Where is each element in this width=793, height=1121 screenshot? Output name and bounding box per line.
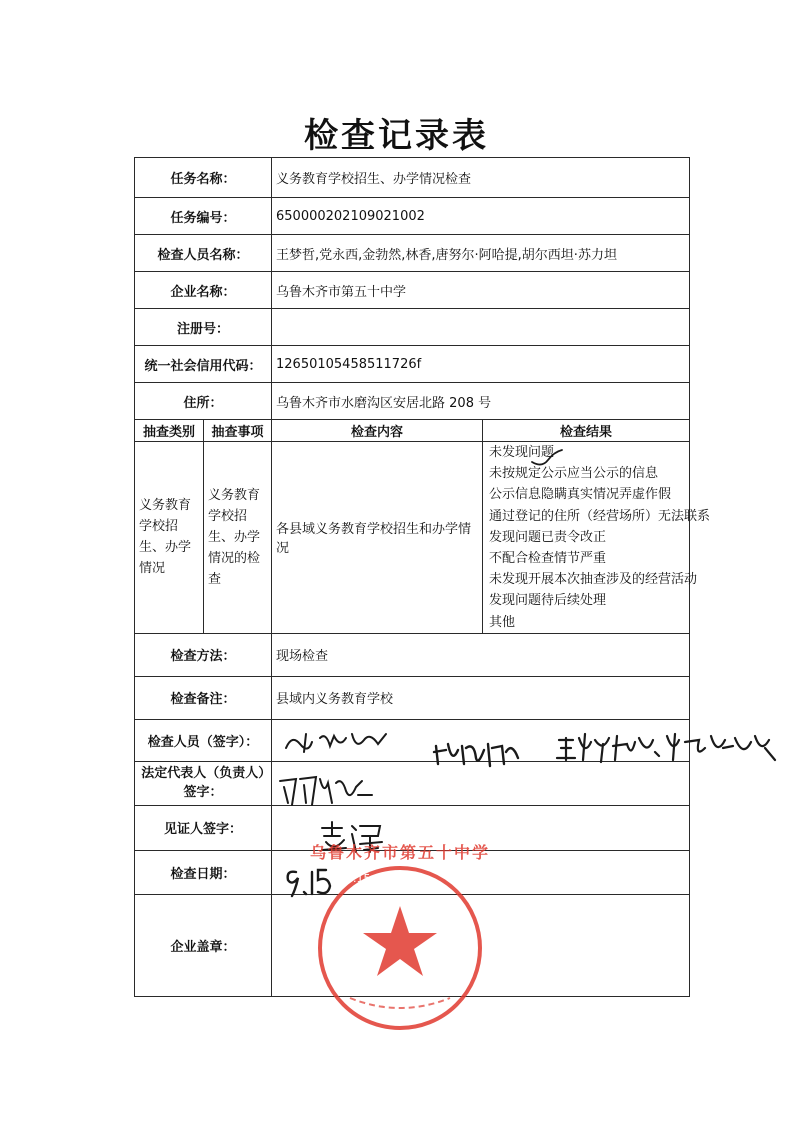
content-value: 各县域义务教育学校招生和办学情况 <box>272 442 483 634</box>
credit-code-value: 12650105458511726f <box>272 346 690 383</box>
row-task-name <box>135 158 690 198</box>
row-reg-no <box>135 309 690 346</box>
result-option: 通过登记的住所（经营场所）无法联系 <box>489 508 711 524</box>
row-address <box>135 383 690 420</box>
address-label: 住所： <box>135 383 272 420</box>
seal-area <box>272 894 690 996</box>
inspectors-value: 王梦哲,党永西,金勃然,林香,唐努尔·阿哈提,胡尔西坦·苏力坦 <box>272 235 690 272</box>
row-method <box>135 633 690 676</box>
document-title: 检查记录表 <box>304 116 489 156</box>
credit-code-label: 统一社会信用代码： <box>135 346 272 383</box>
remarks-value: 县域内义务教育学校 <box>272 676 690 719</box>
header-content: 检查内容 <box>272 420 483 442</box>
result-option: 不配合检查情节严重 <box>489 551 607 567</box>
row-remarks <box>135 676 690 719</box>
result-option: 发现问题待后续处理 <box>489 593 607 609</box>
row-inspector-sign <box>135 719 690 761</box>
results-list <box>487 442 711 633</box>
check-table-header <box>135 420 690 442</box>
header-category: 抽查类别 <box>135 420 204 442</box>
date-value: 9.15 <box>346 872 371 885</box>
category-value: 义务教育学校招生、办学情况 <box>135 442 204 634</box>
inspector-sign-area <box>272 719 690 761</box>
result-option: 未按规定公示应当公示的信息 <box>489 466 659 482</box>
result-option: 发现问题已责令改正 <box>489 529 607 545</box>
company-label: 企业名称： <box>135 272 272 309</box>
result-option: 公示信息隐瞒真实情况弄虚作假 <box>489 487 672 503</box>
row-credit-code <box>135 346 690 383</box>
witness-label: 见证人签字： <box>135 805 272 850</box>
method-label: 检查方法： <box>135 633 272 676</box>
row-company <box>135 272 690 309</box>
legal-rep-sign-area <box>272 761 690 805</box>
row-legal-rep <box>135 761 690 805</box>
result-option: 未发现开展本次抽查涉及的经营活动 <box>489 572 698 588</box>
inspection-form-table <box>134 157 711 997</box>
header-result: 检查结果 <box>483 420 690 442</box>
row-task-no <box>135 198 690 235</box>
method-value: 现场检查 <box>272 633 690 676</box>
address-value: 乌鲁木齐市水磨沟区安居北路 208 号 <box>272 383 690 420</box>
task-name-value: 义务教育学校招生、办学情况检查 <box>272 158 690 198</box>
task-name-label: 任务名称： <box>135 158 272 198</box>
check-table-row <box>135 442 690 634</box>
date-label: 检查日期： <box>135 850 272 894</box>
header-item: 抽查事项 <box>204 420 272 442</box>
company-value: 乌鲁木齐市第五十中学 <box>272 272 690 309</box>
row-witness <box>135 805 690 850</box>
reg-no-value <box>272 309 690 346</box>
seal-text: 乌鲁木齐市第五十中学 <box>310 843 491 862</box>
inspectors-label: 检查人员名称： <box>135 235 272 272</box>
seal-label: 企业盖章： <box>135 894 272 996</box>
legal-rep-label: 法定代表人（负责人）签字： <box>135 761 272 805</box>
reg-no-label: 注册号： <box>135 309 272 346</box>
row-date <box>135 850 690 894</box>
result-option: 未发现问题 <box>489 445 555 460</box>
inspector-sign-label: 检查人员（签字）： <box>135 719 272 761</box>
item-value: 义务教育学校招生、办学情况的检查 <box>204 442 272 634</box>
result-option: 其他 <box>489 614 516 630</box>
task-no-value: 650000202109021002 <box>272 198 690 235</box>
results-cell <box>483 442 711 634</box>
row-inspectors <box>135 235 690 272</box>
remarks-label: 检查备注： <box>135 676 272 719</box>
date-area <box>272 850 690 894</box>
row-seal <box>135 894 690 996</box>
task-no-label: 任务编号： <box>135 198 272 235</box>
witness-sign-area <box>272 805 690 850</box>
